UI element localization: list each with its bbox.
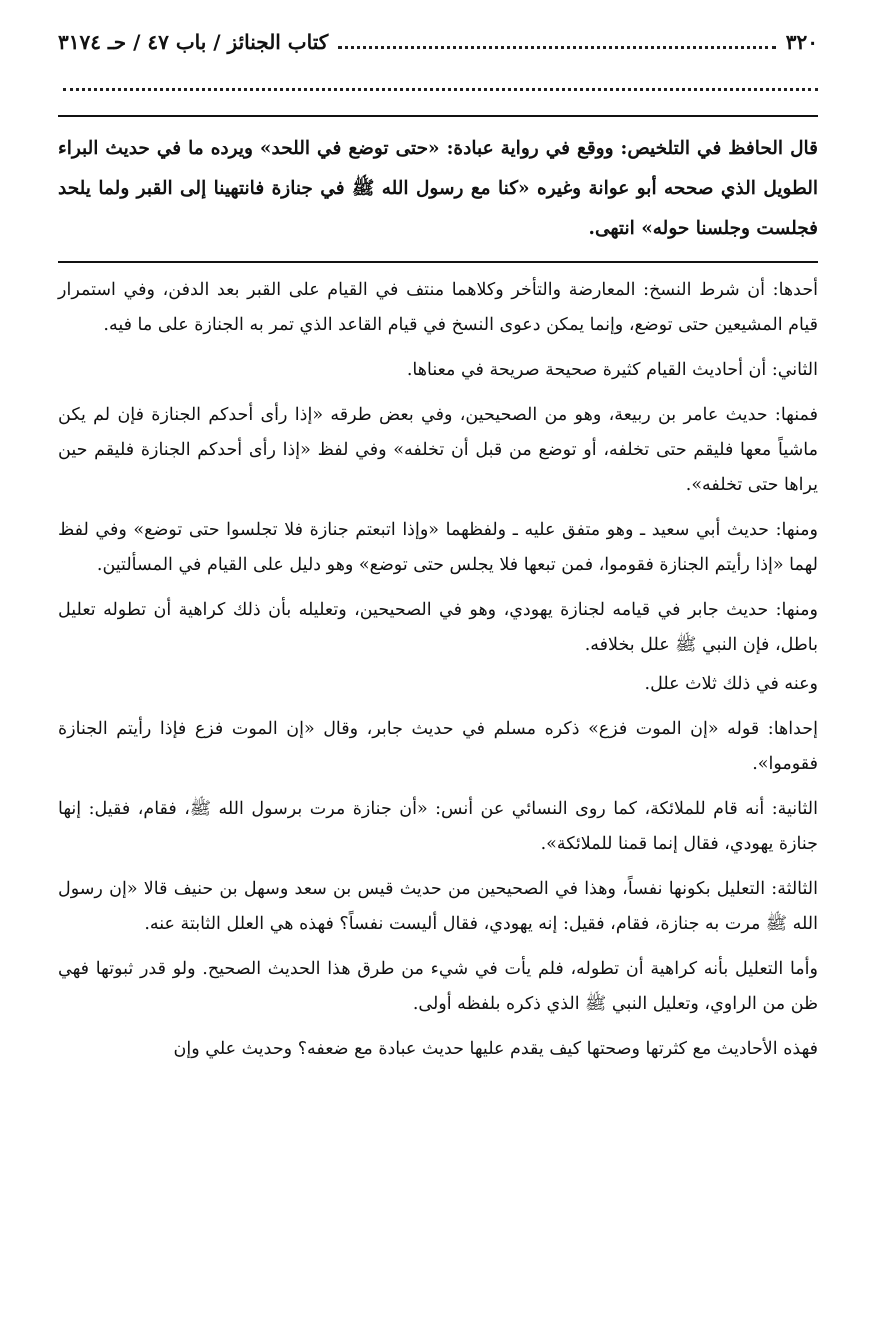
header-dotted-leader xyxy=(338,32,775,49)
footnote-block: قال الحافظ في التلخيص: ووقع في رواية عبادة: «حتى توضع في اللحد» ويرده ما في حديث البراء الطويل الذي صححه أبو عوانة وغيره «كنا مع رسول الله ﷺ في جنازة فانتهينا إلى القبر ولما يلحد فجلست وجلسنا حوله» انتهى. xyxy=(58,138,818,239)
dotted-separator xyxy=(63,82,818,91)
paragraph-abu-said-hadith: ومنها: حديث أبي سعيد ـ وهو متفق عليه ـ ولفظهما «وإذا اتبعتم جنازة فلا تجلسوا حتى توضع» وفي لفظ لهما «إذا رأيتم الجنازة فقوموا، فمن تبعها فلا يجلس حتى توضع» وهو دليل على القيام في المسألتين. xyxy=(58,520,818,575)
paragraph-first-reason: أحدها: أن شرط النسخ: المعارضة والتأخر وكلاهما منتف في القيام على القبر بعد الدفن، وفي استمرار قيام المشيعين حتى توضع، وإنما يمكن دعوى النسخ في قيام القاعد الذي تمر به الجنازة على ما فيه. xyxy=(58,280,818,335)
paragraph-cause-one: إحداها: قوله «إن الموت فزع» ذكره مسلم في حديث جابر، وقال «إن الموت فزع فإذا رأيتم الجنازة فقوموا». xyxy=(58,719,818,774)
page-header xyxy=(58,30,818,64)
paragraph-three-causes: وعنه في ذلك ثلاث علل. xyxy=(644,674,818,694)
paragraph-cause-three: الثالثة: التعليل بكونها نفساً، وهذا في الصحيحين من حديث قيس بن سعد وسهل بن حنيف قالا «إن رسول الله ﷺ مرت به جنازة، فقام، فقيل: إنه يهودي، فقال أليست نفساً؟ فهذه هي العلل الثابتة عنه. xyxy=(58,879,818,934)
commentary-text xyxy=(58,273,818,1067)
paragraph-rebuttal: وأما التعليل بأنه كراهية أن تطوله، فلم يأت في شيء من طرق هذا الحديث الصحيح. ولو قدر ثبوتها فهي ظن من الراوي، وتعليل النبي ﷺ الذي ذكره بلفظه أولى. xyxy=(58,959,818,1014)
paragraph-conclusion: فهذه الأحاديث مع كثرتها وصحتها كيف يقدم عليها حديث عبادة مع ضعفه؟ وحديث علي وإن xyxy=(173,1039,818,1059)
paragraph-jabir-hadith: ومنها: حديث جابر في قيامه لجنازة يهودي، وهو في الصحيحين، وتعليله بأن ذلك كراهية أن تطوله تعليل باطل، فإن النبي ﷺ علل بخلافه. xyxy=(58,600,818,655)
paragraph-second-reason: الثاني: أن أحاديث القيام كثيرة صحيحة صريحة في معناها. xyxy=(406,360,818,380)
book-page xyxy=(58,30,818,1077)
top-rule xyxy=(58,115,818,117)
running-title: كتاب الجنائز / باب ٤٧ / حـ ٣١٧٤ xyxy=(58,30,329,54)
paragraph-amir-hadith: فمنها: حديث عامر بن ربيعة، وهو من الصحيحين، وفي بعض طرقه «إذا رأى أحدكم الجنازة فإن لم يكن ماشياً معها فليقم حتى تخلفه، أو توضع من قبل أن تخلفه» وفي لفظ «إذا رأى أحدكم الجنازة فليقم حين يراها حتى تخلفه». xyxy=(58,405,818,495)
middle-rule xyxy=(58,261,818,263)
paragraph-cause-two: الثانية: أنه قام للملائكة، كما روى النسائي عن أنس: «أن جنازة مرت برسول الله ﷺ، فقام، فقيل: إنها جنازة يهودي، فقال إنما قمنا للملائكة». xyxy=(58,799,818,854)
page-number: ٣٢٠ xyxy=(785,30,818,54)
